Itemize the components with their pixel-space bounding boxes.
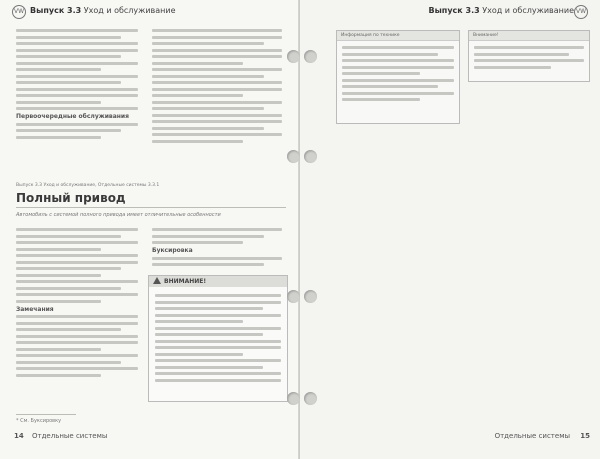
binder-hole [287, 50, 300, 63]
binder-hole [304, 150, 317, 163]
vw-logo-icon: VW [574, 5, 588, 19]
ref-line: Выпуск 3.3 Уход и обслуживание, Отдельные системы 3.3.1 [16, 183, 160, 188]
warning-box [148, 275, 288, 402]
binder-hole [287, 392, 300, 405]
left-col2-bottom [152, 226, 282, 270]
left-col2-top [152, 27, 282, 146]
caution-box [468, 30, 590, 82]
right-header-title: Выпуск 3.3 [428, 6, 480, 15]
right-header [428, 6, 574, 15]
info-box [336, 30, 460, 124]
caution-box-body [474, 44, 584, 72]
left-header-subtitle: Уход и обслуживание [83, 6, 176, 15]
info-box-label: Информация по технике [337, 31, 459, 41]
section-title: Полный привод [16, 191, 126, 205]
caution-box-label: Внимание! [469, 31, 589, 41]
right-footer-text: Отдельные системы [494, 432, 571, 440]
subhead-mid: Замечания [16, 305, 54, 313]
left-header [30, 6, 176, 15]
left-col1-bottom [16, 226, 138, 380]
footnote: * См. Буксировку [16, 418, 62, 424]
title-rule [16, 207, 286, 208]
binder-hole [304, 392, 317, 405]
left-col1-top [16, 27, 138, 142]
right-header-subtitle: Уход и обслуживание [482, 6, 574, 15]
binder-hole [287, 290, 300, 303]
info-box-body [342, 44, 454, 105]
warning-triangle-icon [153, 277, 161, 284]
right-page [300, 0, 600, 459]
binder-hole [304, 50, 317, 63]
left-footer [14, 432, 107, 440]
right-footer [495, 432, 596, 440]
warning-label: ВНИМАНИЕ! [164, 278, 207, 285]
right-page-number: 15 [580, 432, 590, 440]
vw-logo-icon: VW [12, 5, 26, 19]
section-intro: Автомобиль с системой полного привода имеет отличительные особенности [16, 212, 221, 218]
binder-hole [304, 290, 317, 303]
warning-body [155, 292, 281, 385]
footnote-rule [16, 414, 76, 415]
binder-hole [287, 150, 300, 163]
right-subhead: Буксировка [152, 247, 193, 254]
warning-header [149, 276, 287, 287]
left-footer-text: Отдельные системы [31, 432, 108, 440]
left-page-number: 14 [14, 432, 24, 440]
left-header-title: Выпуск 3.3 [30, 6, 82, 15]
subhead-top: Первоочередные обслуживания [16, 113, 129, 120]
